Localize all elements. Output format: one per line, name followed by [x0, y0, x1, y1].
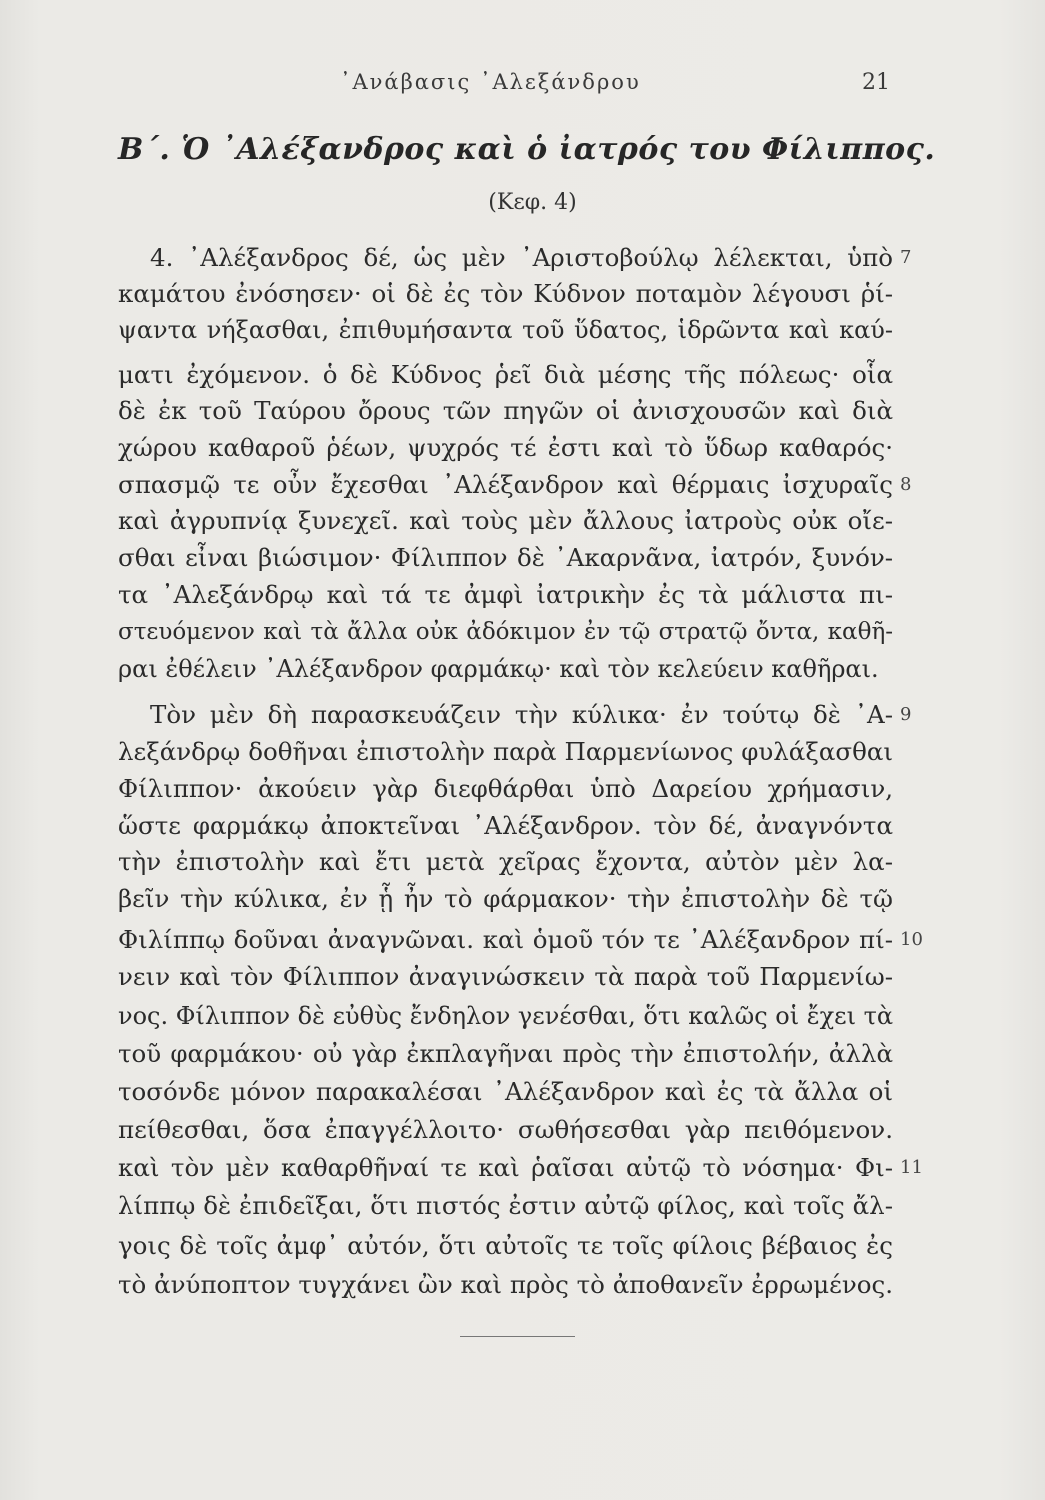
- text-line: Φίλιππον· ἀκούειν γὰρ διεφθάρθαι ὑπὸ Δαρείου χρήμασιν,: [118, 774, 893, 803]
- text-line: βεῖν τὴν κύλικα, ἐν ᾗ ἦν τὸ φάρμακον· τὴν ἐπιστολὴν δὲ τῷ: [118, 884, 893, 913]
- text-line: στευόμενον καὶ τὰ ἄλλα οὐκ ἀδόκιμον ἐν τῷ στρατῷ ὄντα, καθῆ-: [118, 619, 893, 645]
- margin-number: 10: [900, 929, 923, 950]
- text-line: ὥστε φαρμάκῳ ἀποκτεῖναι ᾿Αλέξανδρον. τὸν δέ, ἀναγνόντα: [118, 811, 893, 840]
- text-line: λεξάνδρῳ δοθῆναι ἐπιστολὴν παρὰ Παρμενίωνος φυλάξασθαι: [118, 737, 893, 766]
- text-line: χώρου καθαροῦ ῥέων, ψυχρός τέ ἐστι καὶ τὸ ὕδωρ καθαρός·: [118, 433, 893, 462]
- text-line: καὶ τὸν μὲν καθαρθῆναί τε καὶ ῥαῖσαι αὐτῷ τὸ νόσημα· Φι-: [118, 1153, 893, 1182]
- text-line: λίππῳ δὲ ἐπιδεῖξαι, ὅτι πιστός ἐστιν αὐτῷ φίλος, καὶ τοῖς ἄλ-: [118, 1191, 893, 1220]
- margin-number: 11: [900, 1157, 923, 1178]
- text-line: Τὸν μὲν δὴ παρασκευάζειν τὴν κύλικα· ἐν τούτῳ δὲ ᾿Α-: [150, 700, 893, 729]
- margin-number: 9: [900, 704, 912, 725]
- running-head: [0, 70, 1045, 102]
- text-line: τοσόνδε μόνον παρακαλέσαι ᾿Αλέξανδρον καὶ ἐς τὰ ἄλλα οἱ: [118, 1077, 893, 1106]
- text-line: τὸ ἀνύποπτον τυγχάνει ὢν καὶ πρὸς τὸ ἀποθανεῖν ἐρρωμένος.: [118, 1270, 893, 1299]
- text-line: ψαντα νήξασθαι, ἐπιθυμήσαντα τοῦ ὕδατος, ἱδρῶντα καὶ καύ-: [118, 316, 893, 344]
- margin-number: 8: [900, 474, 912, 495]
- text-line: ραι ἐθέλειν ᾿Αλέξανδρον φαρμάκῳ· καὶ τὸν κελεύειν καθῆραι.: [118, 655, 879, 683]
- text-line: τὴν ἐπιστολὴν καὶ ἔτι μετὰ χεῖρας ἔχοντα, αὐτὸν μὲν λα-: [118, 847, 893, 876]
- running-title: ᾿Ανάβασις ᾿Αλεξάνδρου: [340, 70, 641, 94]
- text-line: πείθεσθαι, ὅσα ἐπαγγέλλοιτο· σωθήσεσθαι γὰρ πειθόμενον.: [118, 1115, 893, 1144]
- chapter-reference: (Κεφ. 4): [488, 190, 577, 215]
- text-line: σπασμῷ τε οὖν ἔχεσθαι ᾿Αλέξανδρον καὶ θέρμαις ἰσχυραῖς: [118, 470, 893, 499]
- text-line: 4. ᾿Αλέξανδρος δέ, ὡς μὲν ᾿Αριστοβούλῳ λέλεκται, ὑπὸ: [150, 243, 893, 272]
- text-line: νειν καὶ τὸν Φίλιππον ἀναγινώσκειν τὰ παρὰ τοῦ Παρμενίω-: [118, 962, 893, 991]
- text-line: Φιλίππῳ δοῦναι ἀναγνῶναι. καὶ ὁμοῦ τόν τε ᾿Αλέξανδρον πί-: [118, 925, 893, 954]
- text-line: τοῦ φαρμάκου· οὐ γὰρ ἐκπλαγῆναι πρὸς τὴν ἐπιστολήν, ἀλλὰ: [118, 1039, 893, 1068]
- text-line: τα ᾿Αλεξάνδρῳ καὶ τά τε ἀμφὶ ἰατρικὴν ἐς τὰ μάλιστα πι-: [118, 580, 893, 609]
- text-line: καὶ ἀγρυπνίᾳ ξυνεχεῖ. καὶ τοὺς μὲν ἄλλους ἰατροὺς οὐκ οἴε-: [118, 506, 893, 535]
- text-line: καμάτου ἐνόσησεν· οἱ δὲ ἐς τὸν Κύδνον ποταμὸν λέγουσι ῥί-: [118, 279, 893, 308]
- page-number: 21: [862, 70, 890, 95]
- text-line: σθαι εἶναι βιώσιμον· Φίλιππον δὲ ᾿Ακαρνᾶνα, ἰατρόν, ξυνόν-: [118, 543, 893, 572]
- text-line: γοις δὲ τοῖς ἀμφ᾿ αὐτόν, ὅτι αὐτοῖς τε τοῖς φίλοις βέβαιος ἐς: [118, 1231, 893, 1260]
- text-line: ματι ἐχόμενον. ὁ δὲ Κύδνος ῥεῖ διὰ μέσης τῆς πόλεως· οἷα: [118, 360, 893, 389]
- margin-number: 7: [900, 247, 912, 268]
- section-end-rule: [460, 1336, 575, 1337]
- text-line: νος. Φίλιππον δὲ εὐθὺς ἔνδηλον γενέσθαι, ὅτι καλῶς οἱ ἔχει τὰ: [118, 1002, 894, 1030]
- text-line: δὲ ἐκ τοῦ Ταύρου ὄρους τῶν πηγῶν οἱ ἀνισχουσῶν καὶ διὰ: [118, 396, 893, 425]
- section-title: Β΄. Ὁ ᾿Αλέξανδρος καὶ ὁ ἰατρός του Φίλιππος.: [118, 132, 936, 167]
